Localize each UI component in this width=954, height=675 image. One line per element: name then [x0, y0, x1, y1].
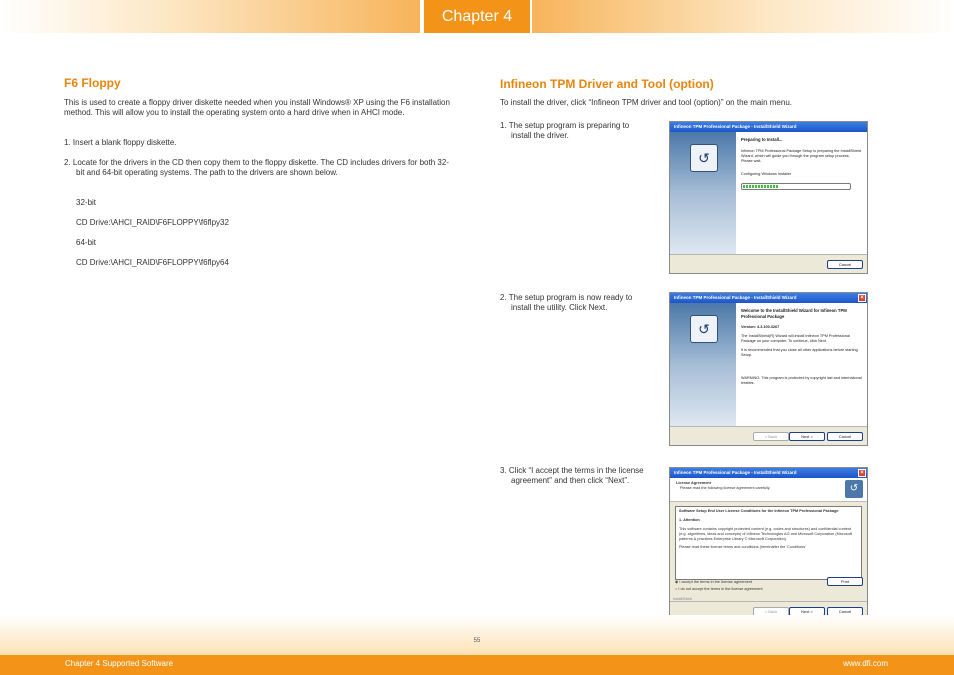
decline-radio[interactable]	[675, 586, 763, 593]
print-button[interactable]: Print	[827, 577, 863, 586]
license-options	[675, 579, 763, 593]
dialog-text-2: It is recommended that you close all other applications before starting Setup.	[741, 348, 858, 357]
accept-radio[interactable]	[675, 579, 763, 586]
section-title-f6-floppy: F6 Floppy	[64, 76, 121, 90]
license-more: Please read these license terms and conditions (hereinafter the 'Conditions'	[679, 545, 806, 549]
footer-website[interactable]: www.dfi.com	[843, 659, 888, 668]
license-section: 1. Attention	[679, 518, 700, 522]
close-icon[interactable]: ×	[858, 469, 866, 477]
path-64bit: CD Drive:\AHCI_RAID\F6FLOPPY\f6flpy64	[76, 258, 229, 267]
radio-selected-icon: ◉	[675, 580, 679, 584]
cancel-button[interactable]: Cancel	[827, 607, 863, 616]
accept-label: I accept the terms in the license agreement	[679, 580, 752, 584]
infineon-intro: To install the driver, click “Infineon TPM driver and tool (option)” on the main menu.	[500, 98, 792, 107]
header-gradient-left	[0, 0, 420, 33]
license-heading: License Agreement	[676, 481, 711, 485]
license-body: This software contains copyright protected content (e.g. codes and structures) and confidential content (e.g. algorithms, ideas and concepts) of Infineon Technologies AG and Microsoft Corporation (Microsoft patterns & practices Enterprise Library © Microsoft Corporation).	[679, 527, 852, 541]
dialog-heading: Preparing to Install...	[741, 137, 783, 142]
label-64bit: 64-bit	[76, 238, 97, 247]
f6-step-1: 1. Insert a blank floppy diskette.	[64, 138, 177, 147]
dialog-title	[670, 468, 867, 478]
dialog-text-1: The InstallShield(R) Wizard will install Infineon TPM Professional Package on your computer. To continue, click Next.	[741, 334, 850, 343]
next-button[interactable]: Next >	[789, 607, 825, 616]
dialog-title: Infineon TPM Professional Package - InstallShield Wizard	[670, 122, 867, 132]
decline-label: I do not accept the terms in the license agreement	[678, 587, 763, 591]
dialog-title-text: Infineon TPM Professional Package - InstallShield Wizard	[674, 470, 797, 475]
path-32bit: CD Drive:\AHCI_RAID\F6FLOPPY\f6flpy32	[76, 218, 229, 227]
infineon-step-2: 2. The setup program is now ready to install the utility. Click Next.	[500, 293, 633, 312]
installshield-logo-icon: ↺	[690, 144, 718, 172]
back-button[interactable]: < Back	[753, 607, 789, 616]
version-text: Version: 4.3.100.3267	[741, 325, 780, 329]
dialog-status: Configuring Windows Installer	[741, 172, 792, 176]
radio-empty-icon: ○	[675, 587, 678, 591]
wizard-side-panel	[670, 132, 736, 255]
progress-bar	[741, 183, 851, 190]
screenshot-welcome-wizard	[669, 292, 868, 446]
next-button[interactable]: Next >	[789, 432, 825, 441]
progress-fill	[743, 185, 779, 188]
label-32bit: 32-bit	[76, 198, 97, 207]
footer-chapter: Chapter 4 Supported Software	[65, 659, 174, 668]
dialog-text: Infineon TPM Professional Package Setup is preparing the InstallShield Wizard, which will guide you through the program setup process. Please wait.	[741, 149, 862, 163]
section-title-infineon: Infineon TPM Driver and Tool (option)	[500, 77, 714, 91]
close-icon[interactable]: ×	[858, 294, 866, 302]
chapter-tab: Chapter 4	[424, 0, 530, 33]
f6-step-2: 2. Locate for the drivers in the CD then copy them to the floppy diskette. The CD includes drivers for both 32-bit and 64-bit operating systems. The path to the drivers are shown below.	[64, 158, 449, 177]
warning-text: WARNING: This program is protected by copyright law and international treaties.	[741, 376, 862, 385]
back-button[interactable]: < Back	[753, 432, 789, 441]
cancel-button[interactable]: Cancel	[827, 260, 863, 269]
f6-intro: This is used to create a floppy driver diskette needed when you install Windows® XP using the F6 installation method. This will allow you to install the operating system onto a hard drive when in AHCI mode.	[64, 98, 450, 117]
installshield-logo-icon: ↺	[845, 480, 863, 498]
dialog-title	[670, 293, 867, 303]
license-header	[670, 478, 867, 502]
dialog-title-text: Infineon TPM Professional Package - InstallShield Wizard	[674, 295, 797, 300]
dialog-heading: Welcome to the InstallShield Wizard for Infineon TPM Professional Package	[741, 308, 847, 319]
license-title: Software Setup End User License Conditions for the Infineon TPM Professional Package	[679, 509, 839, 513]
cancel-button[interactable]: Cancel	[827, 432, 863, 441]
screenshot-preparing-install	[669, 121, 868, 274]
header-gradient-right	[532, 0, 954, 33]
installshield-label: InstallShield	[673, 597, 692, 601]
screenshot-license-agreement	[669, 467, 868, 621]
wizard-side-panel	[670, 303, 736, 427]
infineon-step-1: 1. The setup program is preparing to install the driver.	[500, 121, 630, 140]
license-text-box[interactable]	[675, 506, 862, 580]
page-number: 55	[473, 638, 481, 644]
footer-gradient	[0, 615, 954, 655]
license-subheading: Please read the following license agreement carefully.	[680, 486, 771, 490]
dialog-footer	[670, 254, 867, 273]
infineon-step-3: 3. Click “I accept the terms in the license agreement” and then click “Next”.	[500, 466, 644, 485]
dialog-body	[736, 303, 867, 427]
installshield-logo-icon: ↺	[690, 315, 718, 343]
dialog-footer	[670, 426, 867, 445]
dialog-body	[736, 132, 867, 255]
